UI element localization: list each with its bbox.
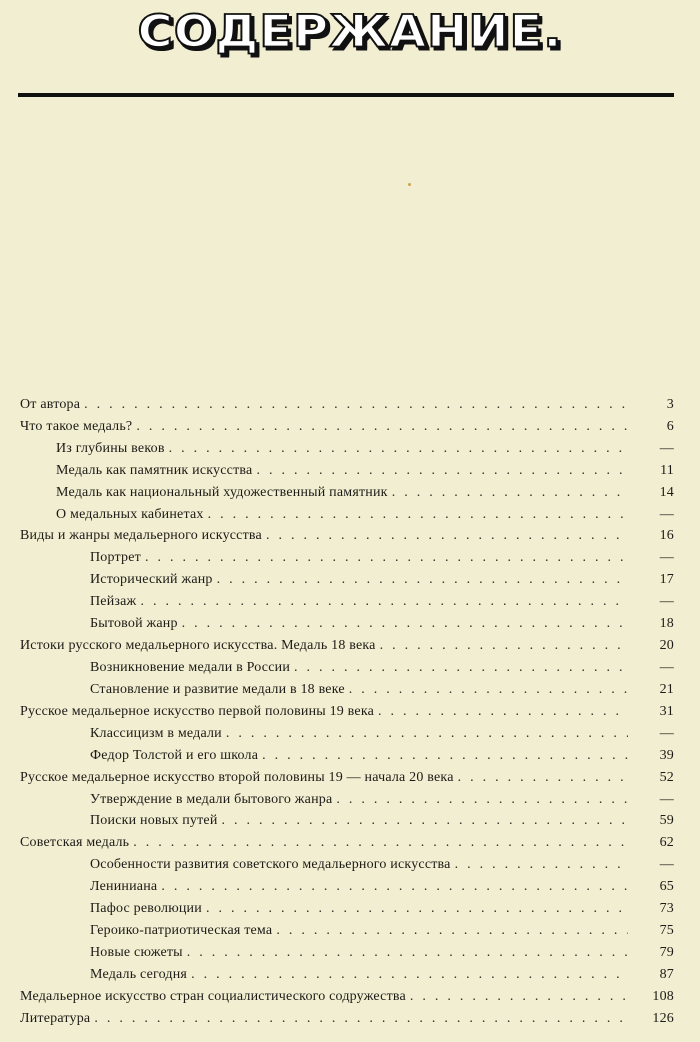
page-title: СОДЕРЖАНИЕ. <box>137 6 563 58</box>
dot-leader <box>226 725 628 743</box>
table-of-contents <box>0 392 700 1028</box>
toc-entry-title: Медальерное искусство стран социалистического содружества <box>20 988 406 1004</box>
toc-entry-page: 3 <box>666 396 674 412</box>
toc-entry-page: 87 <box>659 966 674 982</box>
toc-entry <box>0 765 700 787</box>
toc-entry-title: Русское медальерное искусство первой половины 19 века <box>20 703 375 719</box>
dot-leader <box>276 922 628 940</box>
dot-leader <box>136 418 628 436</box>
toc-entry <box>0 392 700 414</box>
toc-entry-title: Бытовой жанр <box>90 616 178 632</box>
toc-entry-title: Федор Толстой и его школа <box>90 747 259 763</box>
toc-entry <box>0 436 700 458</box>
dot-leader <box>455 856 628 874</box>
toc-entry-title: Медаль как национальный художественный памятник <box>56 484 388 500</box>
dot-leader <box>378 703 628 721</box>
toc-entry-title: Портрет <box>90 550 141 566</box>
toc-entry-title: Героико-патриотическая тема <box>90 923 273 939</box>
toc-entry-title: Становление и развитие медали в 18 веке <box>90 681 345 697</box>
toc-entry-title: Виды и жанры медальерного искусства <box>20 528 262 544</box>
dot-leader <box>392 484 628 502</box>
toc-entry-title: Истоки русского медальерного искусства. Медаль 18 века <box>20 638 376 654</box>
toc-entry-page: 62 <box>659 835 674 851</box>
toc-entry-page: 75 <box>659 923 674 939</box>
title-rule <box>18 93 674 97</box>
toc-entry-title: От автора <box>20 396 81 412</box>
toc-entry-page: 79 <box>659 944 674 960</box>
toc-entry-page: 16 <box>659 528 674 544</box>
toc-entry-page: — <box>659 506 674 522</box>
dot-leader <box>161 878 628 896</box>
toc-entry-page: 6 <box>666 418 674 434</box>
toc-entry-page: 39 <box>659 747 674 763</box>
toc-entry <box>0 677 700 699</box>
dot-leader <box>256 462 628 480</box>
toc-entry <box>0 655 700 677</box>
dot-leader <box>294 659 628 677</box>
toc-entry <box>0 940 700 962</box>
toc-entry <box>0 830 700 852</box>
dot-leader <box>349 681 628 699</box>
toc-entry-page: — <box>659 791 674 807</box>
toc-entry <box>0 1006 700 1028</box>
dot-leader <box>410 988 628 1006</box>
toc-entry-page: 73 <box>659 901 674 917</box>
toc-entry <box>0 567 700 589</box>
dot-leader <box>140 593 628 611</box>
paper-speck <box>408 183 411 186</box>
toc-entry-title: Советская медаль <box>20 835 130 851</box>
dot-leader <box>222 812 628 830</box>
toc-entry-page: 108 <box>652 988 674 1004</box>
dot-leader <box>217 571 628 589</box>
toc-entry-title: О медальных кабинетах <box>56 506 204 522</box>
toc-entry-page: 65 <box>659 879 674 895</box>
toc-entry <box>0 721 700 743</box>
dot-leader <box>266 527 628 545</box>
toc-entry <box>0 787 700 809</box>
toc-entry-title: Утверждение в медали бытового жанра <box>90 791 333 807</box>
toc-entry-page: 59 <box>659 813 674 829</box>
toc-entry-title: Русское медальерное искусство второй половины 19 — начала 20 века <box>20 769 454 785</box>
toc-entry-title: Медаль как памятник искусства <box>56 462 253 478</box>
toc-entry-page: — <box>659 659 674 675</box>
toc-entry-title: Новые сюжеты <box>90 944 183 960</box>
toc-entry <box>0 502 700 524</box>
toc-entry-page: — <box>659 725 674 741</box>
toc-entry-title: Что такое медаль? <box>20 418 133 434</box>
toc-entry <box>0 852 700 874</box>
toc-entry <box>0 633 700 655</box>
dot-leader <box>458 769 628 787</box>
dot-leader <box>208 506 628 524</box>
dot-leader <box>169 440 628 458</box>
toc-entry <box>0 545 700 567</box>
toc-entry <box>0 458 700 480</box>
toc-entry-page: 20 <box>659 638 674 654</box>
toc-entry-page: 14 <box>659 484 674 500</box>
dot-leader <box>191 966 628 984</box>
dot-leader <box>182 615 628 633</box>
toc-entry <box>0 874 700 896</box>
dot-leader <box>94 1010 628 1028</box>
toc-entry-title: Классицизм в медали <box>90 725 222 741</box>
dot-leader <box>84 396 628 414</box>
toc-entry-page: 52 <box>659 769 674 785</box>
toc-entry-page: 21 <box>659 681 674 697</box>
toc-entry-title: Особенности развития советского медальерного искусства <box>90 857 451 873</box>
toc-entry-title: Лениниана <box>90 879 158 895</box>
toc-entry <box>0 589 700 611</box>
toc-entry-page: 31 <box>659 703 674 719</box>
toc-entry-title: Поиски новых путей <box>90 813 218 829</box>
toc-entry-title: Литература <box>20 1010 91 1026</box>
toc-entry-page: 18 <box>659 616 674 632</box>
toc-entry <box>0 611 700 633</box>
toc-entry-page: — <box>659 594 674 610</box>
toc-entry-title: Исторический жанр <box>90 572 213 588</box>
dot-leader <box>206 900 628 918</box>
toc-entry-page: — <box>659 440 674 456</box>
dot-leader <box>187 944 628 962</box>
toc-entry-page: — <box>659 550 674 566</box>
dot-leader <box>262 747 628 765</box>
toc-entry <box>0 699 700 721</box>
dot-leader <box>380 637 628 655</box>
toc-entry-page: 126 <box>652 1010 674 1026</box>
toc-entry-page: — <box>659 857 674 873</box>
toc-entry <box>0 896 700 918</box>
toc-entry <box>0 743 700 765</box>
dot-leader <box>133 834 628 852</box>
toc-entry <box>0 984 700 1006</box>
toc-entry <box>0 962 700 984</box>
dot-leader <box>336 791 628 809</box>
toc-entry-title: Пейзаж <box>90 594 137 610</box>
toc-entry-title: Из глубины веков <box>56 440 165 456</box>
toc-entry-title: Пафос революции <box>90 901 202 917</box>
toc-entry-title: Медаль сегодня <box>90 966 188 982</box>
toc-entry <box>0 809 700 831</box>
toc-entry <box>0 524 700 546</box>
toc-entry-page: 17 <box>659 572 674 588</box>
toc-entry-page: 11 <box>660 462 674 478</box>
dot-leader <box>145 549 628 567</box>
toc-entry <box>0 414 700 436</box>
toc-entry-title: Возникновение медали в России <box>90 659 291 675</box>
toc-entry <box>0 480 700 502</box>
toc-entry <box>0 918 700 940</box>
